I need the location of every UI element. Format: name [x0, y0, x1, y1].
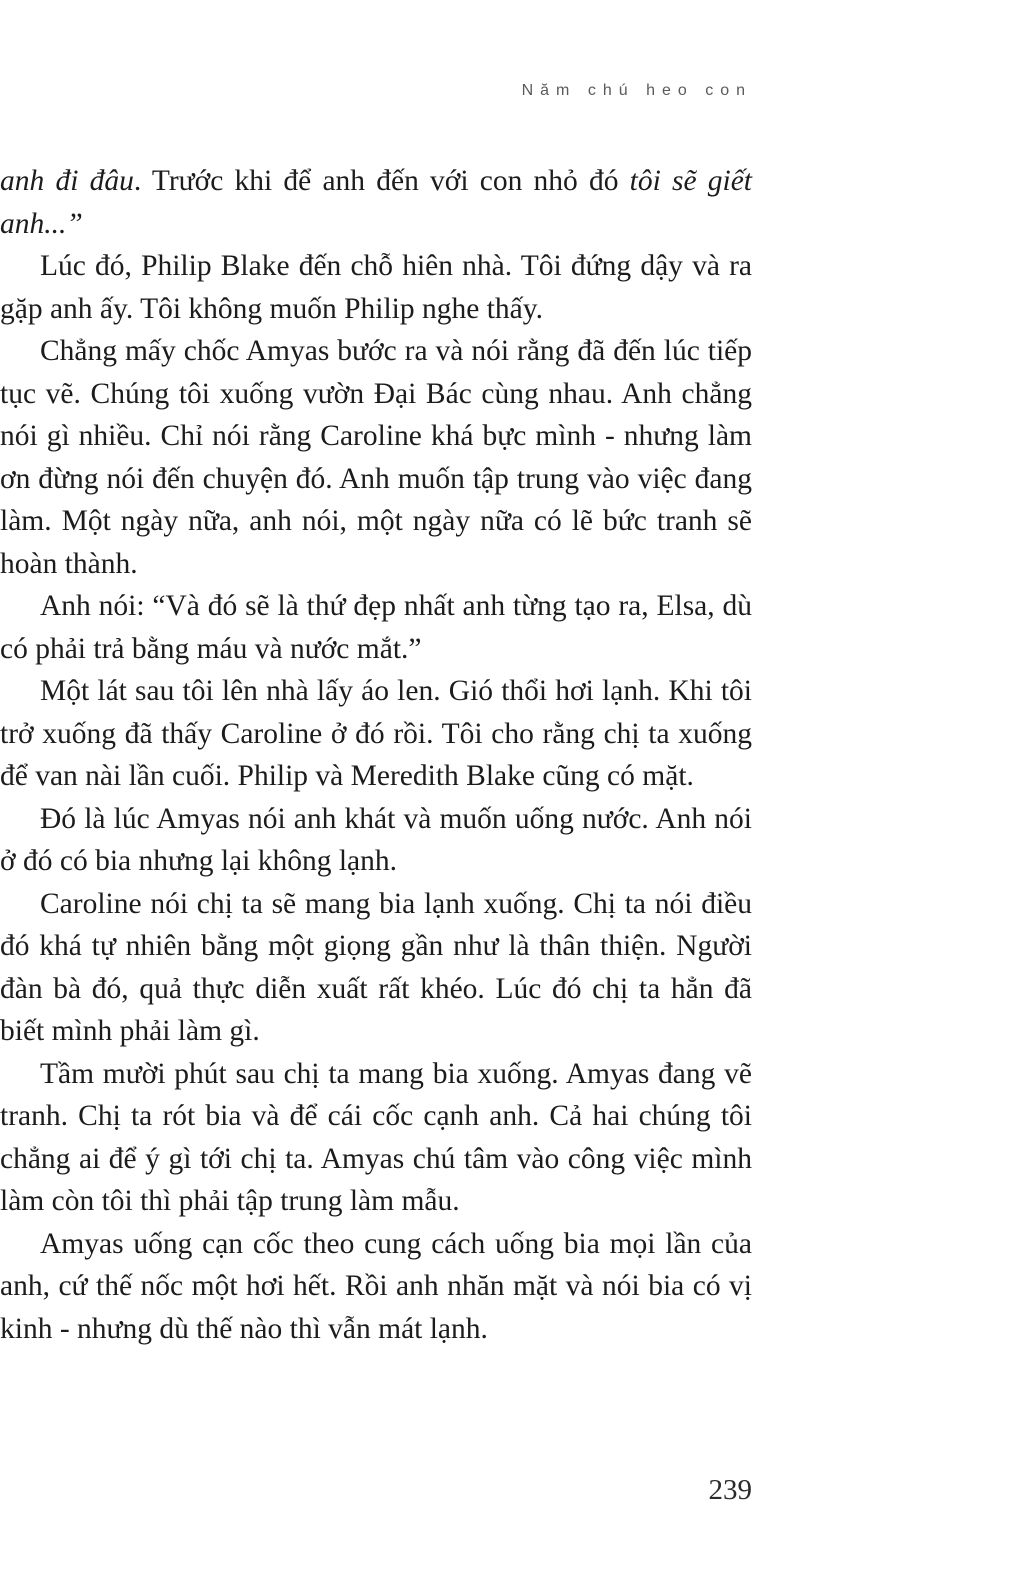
paragraph	[0, 160, 752, 245]
text-segment: Chẳng mấy chốc Amyas bước ra và nói rằng đã đến lúc tiếp tục vẽ. Chúng tôi xuống vườn Đại Bác cùng nhau. Anh chẳng nói gì nhiều. Chỉ nói rằng Caroline khá bực mình - nhưng làm ơn đừng nói đến chuyện đó. Anh muốn tập trung vào việc đang làm. Một ngày nữa, anh nói, một ngày nữa có lẽ bức tranh sẽ hoàn thành.	[0, 335, 752, 580]
paragraph	[0, 330, 752, 585]
running-header: Năm chú heo con	[521, 82, 752, 99]
text-segment: Tầm mười phút sau chị ta mang bia xuống. Amyas đang vẽ tranh. Chị ta rót bia và để cái cốc cạnh anh. Cả hai chúng tôi chẳng ai để ý gì tới chị ta. Amyas chú tâm vào công việc mình làm còn tôi thì phải tập trung làm mẫu.	[0, 1057, 752, 1217]
text-segment: Anh nói: “Và đó sẽ là thứ đẹp nhất anh từng tạo ra, Elsa, dù có phải trả bằng máu và nước mắt.”	[0, 590, 752, 665]
page-number: 239	[708, 1474, 752, 1506]
paragraph	[0, 1053, 752, 1223]
paragraph	[0, 798, 752, 883]
text-segment: Một lát sau tôi lên nhà lấy áo len. Gió thổi hơi lạnh. Khi tôi trở xuống đã thấy Caroline ở đó rồi. Tôi cho rằng chị ta xuống để van nài lần cuối. Philip và Meredith Blake cũng có mặt.	[0, 675, 752, 792]
paragraph	[0, 245, 752, 330]
italic-text-segment: anh đi đâu	[0, 165, 134, 197]
italic-text-segment: tôi sẽ giết anh	[0, 165, 753, 240]
body-text-block	[0, 160, 752, 1350]
paragraph	[0, 1223, 752, 1351]
text-segment: Đó là lúc Amyas nói anh khát và muốn uống nước. Anh nói ở đó có bia nhưng lại không lạnh.	[0, 802, 752, 877]
text-segment: Caroline nói chị ta sẽ mang bia lạnh xuống. Chị ta nói điều đó khá tự nhiên bằng một giọng gần như là thân thiện. Người đàn bà đó, quả thực diễn xuất rất khéo. Lúc đó chị ta hẳn đã biết mình phải làm gì.	[0, 887, 752, 1047]
italic-text-segment: ...”	[44, 207, 83, 240]
paragraph	[0, 585, 752, 670]
text-segment: Amyas uống cạn cốc theo cung cách uống bia mọi lần của anh, cứ thế nốc một hơi hết. Rồi anh nhăn mặt và nói bia có vị kinh - nhưng dù thế nào thì vẫn mát lạnh.	[0, 1227, 752, 1345]
paragraph	[0, 670, 752, 798]
text-segment: . Trước khi để anh đến với con nhỏ đó	[133, 165, 630, 197]
text-segment: Lúc đó, Philip Blake đến chỗ hiên nhà. Tôi đứng dậy và ra gặp anh ấy. Tôi không muốn Philip nghe thấy.	[0, 250, 752, 325]
paragraph	[0, 883, 752, 1053]
